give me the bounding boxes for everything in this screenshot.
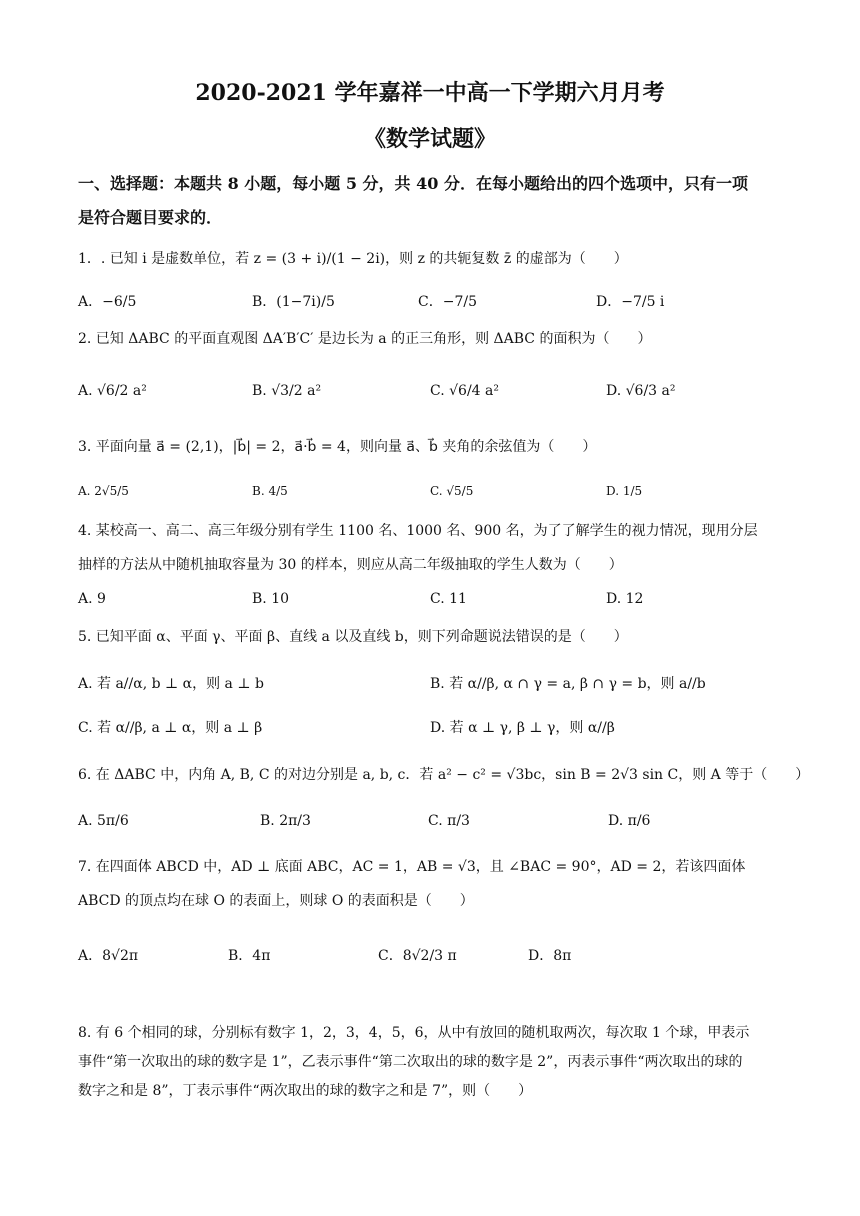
q2-option-a: A. √6/2 a²	[78, 383, 147, 399]
q2-option-d: D. √6/3 a²	[606, 383, 676, 399]
q2-option-b: B. √3/2 a²	[252, 383, 322, 399]
q1-option-a: A．−6/5	[78, 294, 137, 310]
exam-subtitle: 《数学试题》	[363, 126, 496, 152]
q4-option-d: D. 12	[606, 591, 644, 607]
q6-option-c: C. π/3	[428, 813, 470, 829]
q5-option-c: C. 若 α//β, a ⊥ α，则 a ⊥ β	[78, 720, 263, 736]
question-2-stem: 2. 已知 ΔABC 的平面直观图 ΔA′B′C′ 是边长为 a 的正三角形，则 ΔABC 的面积为（ ）	[78, 331, 652, 347]
q6-option-b: B. 2π/3	[260, 813, 311, 829]
question-4-stem-line1: 4. 某校高一、高二、高三年级分别有学生 1100 名、1000 名、900 名，为了了解学生的视力情况，现用分层	[78, 523, 758, 539]
q1-option-c: C．−7/5	[418, 294, 477, 310]
q5-option-d: D. 若 α ⊥ γ, β ⊥ γ，则 α//β	[430, 720, 615, 736]
section-heading-line2: 是符合题目要求的．	[78, 208, 223, 227]
question-5-options-row2	[78, 702, 790, 752]
question-8-stem-line2: 事件“第一次取出的球的数字是 1”，乙表示事件“第二次取出的球的数字是 2”，丙表示事件“两次取出的球的	[78, 1054, 743, 1070]
q3-option-c: C. √5/5	[430, 484, 474, 498]
question-3-stem: 3. 平面向量 a⃗ = (2,1)，|b⃗| = 2，a⃗·b⃗ = 4，则向量 a⃗、b⃗ 夹角的余弦值为（ ）	[78, 439, 597, 455]
question-4-options	[78, 574, 790, 624]
q1-option-d: D．−7/5 i	[596, 294, 665, 310]
question-1-options	[78, 276, 790, 326]
question-8-stem-line1: 8. 有 6 个相同的球，分别标有数字 1，2，3，4，5，6，从中有放回的随机取两次，每次取 1 个球，甲表示	[78, 1025, 750, 1041]
q4-option-a: A. 9	[78, 591, 106, 607]
question-6-options	[78, 796, 790, 846]
exam-title: 2020-2021 学年嘉祥一中高一下学期六月月考	[195, 80, 665, 106]
q3-option-a: A. 2√5/5	[78, 484, 129, 498]
q5-option-b: B. 若 α//β, α ∩ γ = a, β ∩ γ = b，则 a//b	[430, 676, 706, 692]
q5-option-a: A. 若 a//α, b ⊥ α，则 a ⊥ b	[78, 676, 264, 692]
q3-option-b: B. 4/5	[252, 484, 288, 498]
question-1-stem: 1．. 已知 i 是虚数单位，若 z = (3 + i)/(1 − 2i)，则 z 的共轭复数 z̄ 的虚部为（ ）	[78, 251, 628, 267]
q7-option-a: A．8√2π	[78, 948, 139, 964]
question-3-options	[78, 466, 790, 516]
question-8-stem-line3: 数字之和是 8”，丁表示事件“两次取出的球的数字之和是 7”，则（ ）	[78, 1083, 533, 1099]
q1-option-b: B．(1−7i)/5	[252, 294, 335, 310]
question-6-stem: 6. 在 ΔABC 中，内角 A, B, C 的对边分别是 a, b, c．若 a² − c² = √3bc，sin B = 2√3 sin C，则 A 等于（ ）	[78, 767, 810, 783]
question-5-stem: 5. 已知平面 α、平面 γ、平面 β、直线 a 以及直线 b，则下列命题说法错误的是（ ）	[78, 629, 628, 645]
q7-option-b: B．4π	[228, 948, 271, 964]
q7-option-d: D．8π	[528, 948, 572, 964]
q6-option-a: A. 5π/6	[78, 813, 129, 829]
question-4-stem-line2: 抽样的方法从中随机抽取容量为 30 的样本，则应从高二年级抽取的学生人数为（ ）	[78, 557, 623, 573]
q6-option-d: D. π/6	[608, 813, 651, 829]
question-7-stem-line2: ABCD 的顶点均在球 O 的表面上，则球 O 的表面积是（ ）	[78, 893, 474, 909]
q3-option-d: D. 1/5	[606, 484, 643, 498]
question-2-options	[78, 366, 790, 416]
q4-option-c: C. 11	[430, 591, 467, 607]
question-7-stem-line1: 7. 在四面体 ABCD 中，AD ⊥ 底面 ABC，AC = 1，AB = √3，且 ∠BAC = 90°，AD = 2，若该四面体	[78, 859, 746, 875]
question-5-options-row1	[78, 658, 790, 708]
q7-option-c: C．8√2/3 π	[378, 948, 457, 964]
section-heading-line1: 一、选择题：本题共 8 小题，每小题 5 分，共 40 分．在每小题给出的四个选项中，只有一项	[78, 174, 748, 193]
question-7-options	[78, 930, 790, 980]
q2-option-c: C. √6/4 a²	[430, 383, 499, 399]
q4-option-b: B. 10	[252, 591, 290, 607]
